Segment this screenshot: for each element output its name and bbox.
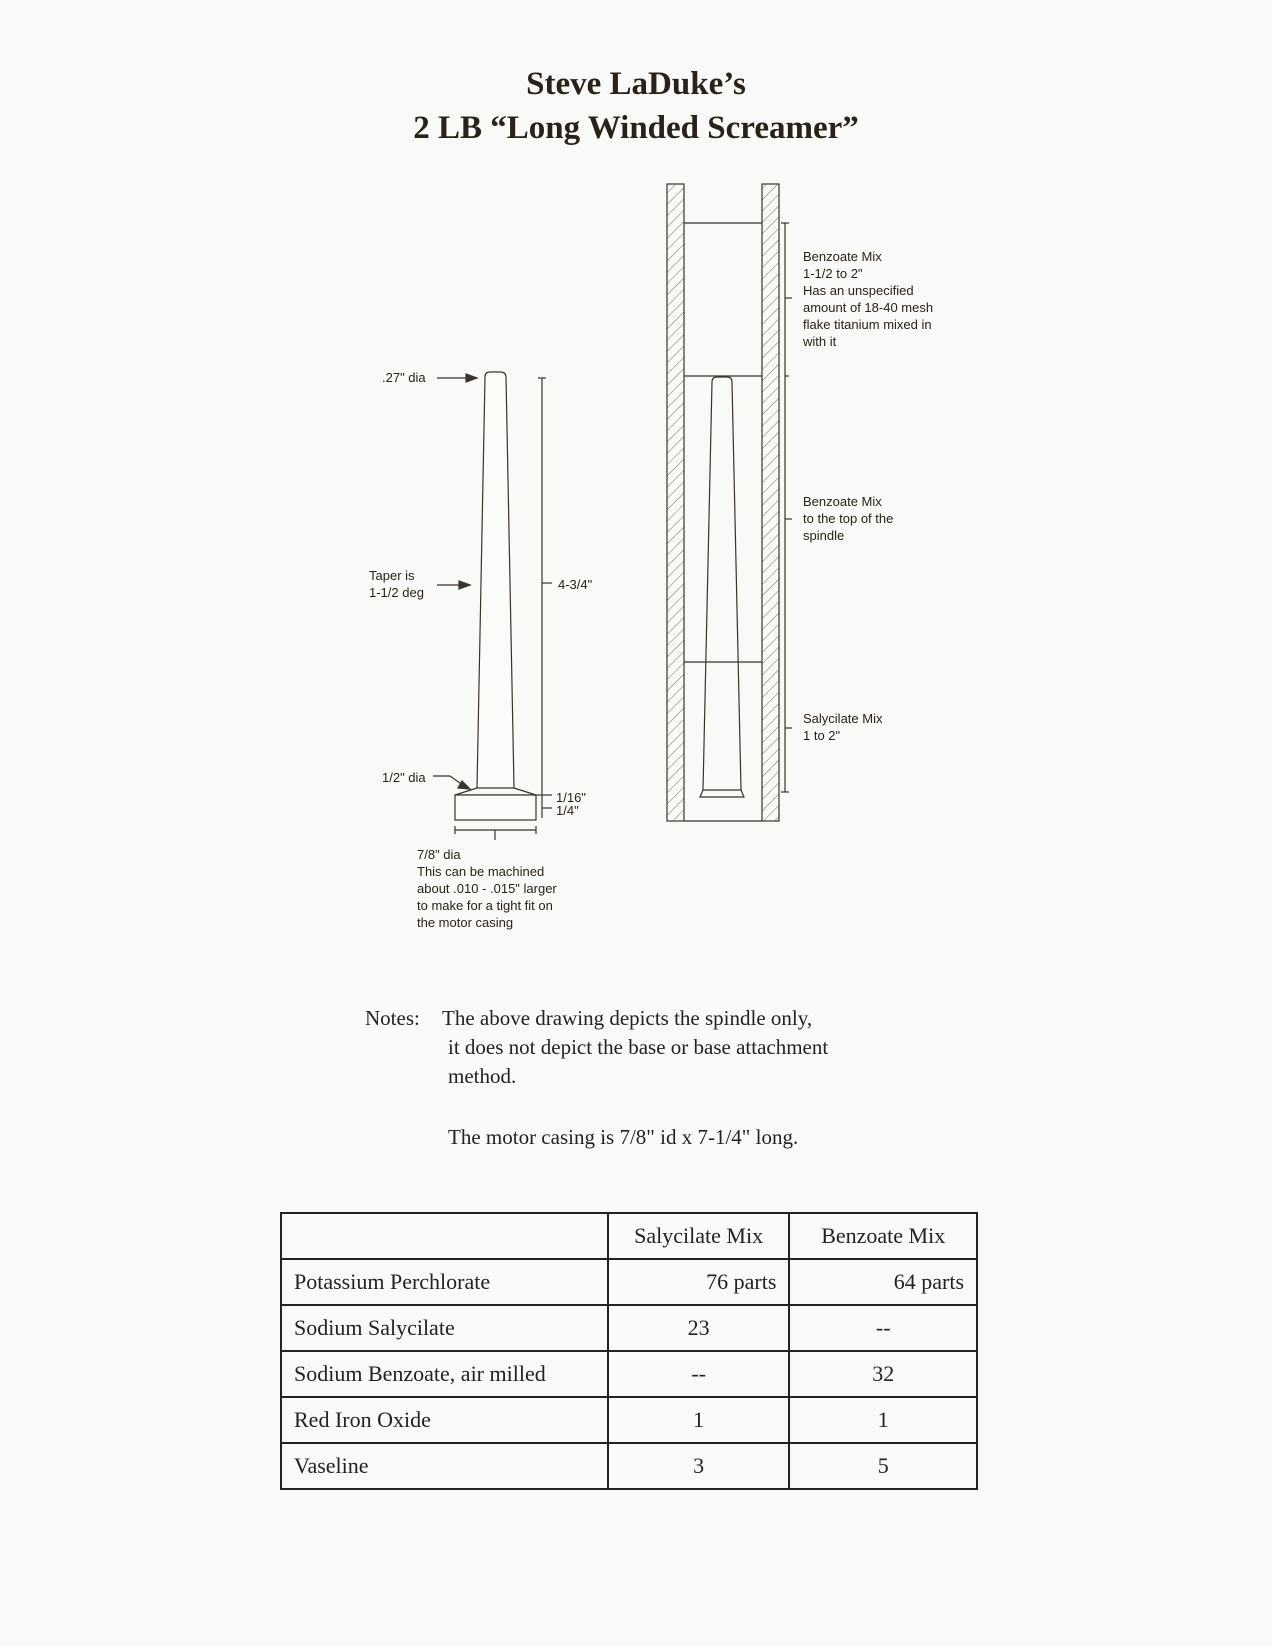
base-thickness-label: 1/4" [556,803,579,818]
table-cell: 64 parts [789,1259,977,1305]
table-cell: 1 [608,1397,790,1443]
casing-drawing [667,184,792,821]
flange-thickness-label: 1/16" [556,790,586,805]
table-row [281,1397,977,1443]
table-cell: 3 [608,1443,790,1489]
formula-table [280,1212,978,1490]
notes-line-2: it does not depict the base or base attachment [448,1035,829,1059]
base-note-label: 7/8" dia This can be machined about .010 - .015" larger to make for a tight fit on the motor casing [417,847,557,930]
table-cell: -- [789,1305,977,1351]
table-row [281,1443,977,1489]
table-row [281,1351,977,1397]
benzoate-top-layer-label: Benzoate Mix 1-1/2 to 2" Has an unspecified amount of 18-40 mesh flake titanium mixed in with it [803,249,934,349]
bottom-diameter-label: 1/2" dia [382,770,426,785]
table-cell: Sodium Salycilate [281,1305,608,1351]
salycilate-layer-label: Salycilate Mix 1 to 2" [803,711,883,743]
table-row [281,1305,977,1351]
table-cell: Red Iron Oxide [281,1397,608,1443]
table-cell: 32 [789,1351,977,1397]
table-row [281,1259,977,1305]
taper-label: Taper is 1-1/2 deg [369,568,424,600]
table-cell: Sodium Benzoate, air milled [281,1351,608,1397]
top-diameter-label: .27" dia [382,370,426,385]
table-header-cell [281,1213,608,1259]
benzoate-middle-layer-label: Benzoate Mix to the top of the spindle [803,494,894,543]
notes-line-3: method. [448,1064,517,1088]
table-cell: 5 [789,1443,977,1489]
table-cell: 23 [608,1305,790,1351]
notes-line-1: The above drawing depicts the spindle only, [442,1006,813,1030]
notes-label: Notes: [365,1006,420,1030]
length-dimension-label: 4-3/4" [558,577,593,592]
table-header-cell: Salycilate Mix [608,1213,790,1259]
table-cell: 1 [789,1397,977,1443]
table-cell: -- [608,1351,790,1397]
title-line-1: Steve LaDuke’s [526,66,746,102]
table-cell: Vaseline [281,1443,608,1489]
table-header-cell: Benzoate Mix [789,1213,977,1259]
title-line-2: 2 LB “Long Winded Screamer” [413,110,859,146]
table-header-row [281,1213,977,1259]
table-cell: Potassium Perchlorate [281,1259,608,1305]
spindle-drawing [433,372,552,840]
table-cell: 76 parts [608,1259,790,1305]
notes-line-4: The motor casing is 7/8" id x 7-1/4" long. [448,1125,799,1149]
